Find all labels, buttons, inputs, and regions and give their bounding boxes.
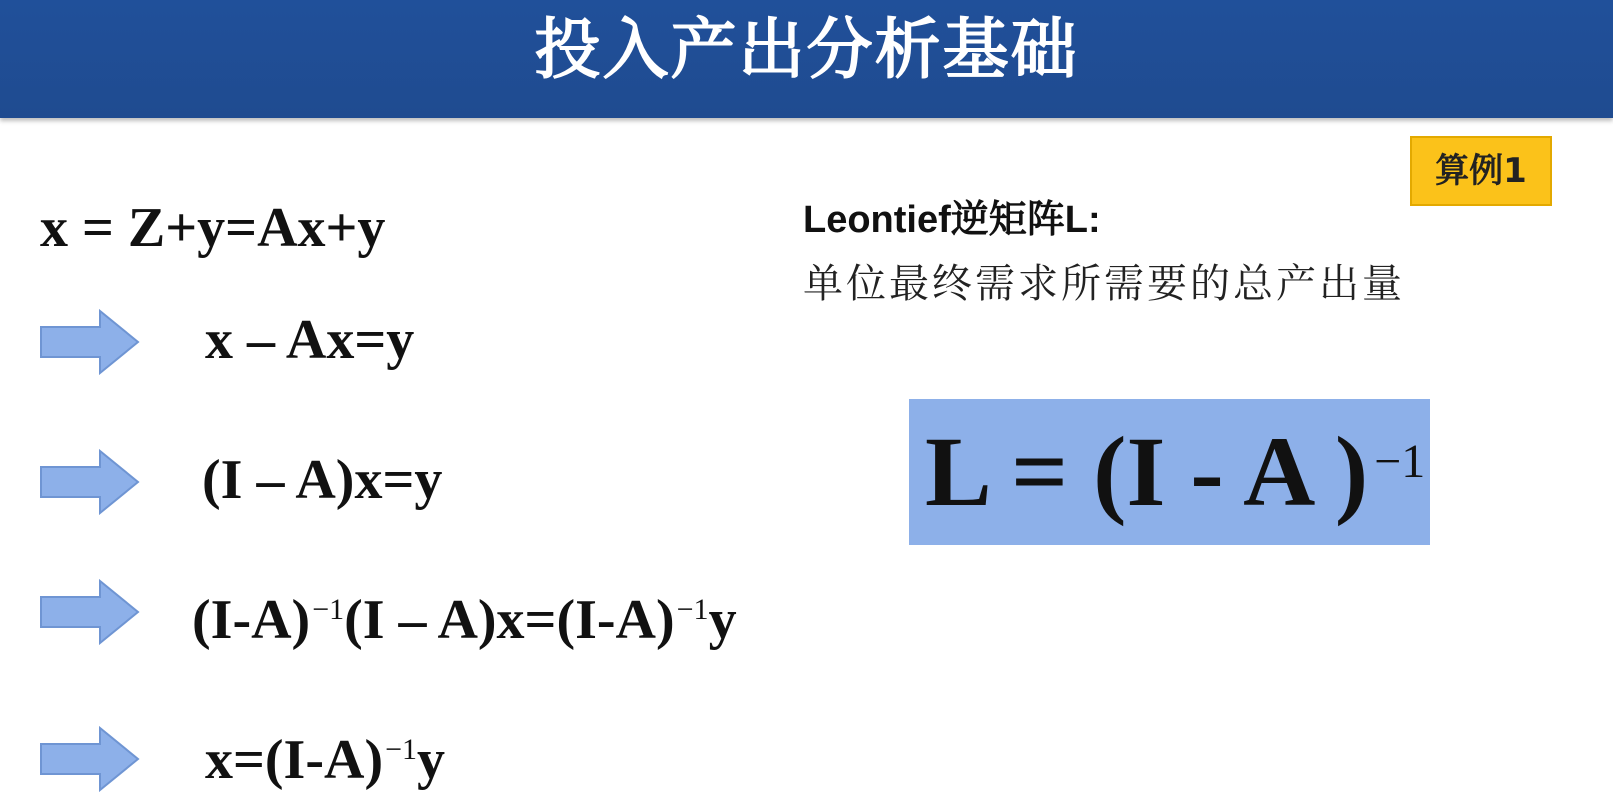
equation-4-part-b: (I – A)x=(I-A) (344, 589, 675, 651)
right-arrow-icon (40, 579, 140, 645)
equation-4-part-c: y (708, 589, 737, 651)
equation-2: x – Ax=y (205, 309, 415, 371)
equation-5-part-b: y (417, 729, 446, 791)
equation-4-exponent-1: −1 (312, 593, 345, 626)
equation-4-part-a: (I-A) (192, 589, 311, 651)
equation-5-exponent: −1 (385, 733, 418, 766)
slide-header (0, 0, 1613, 118)
leontief-formula-main: L = (I - A ) (925, 416, 1369, 527)
leontief-title: Leontief逆矩阵L: (803, 199, 1101, 241)
equation-4 (192, 588, 737, 652)
right-arrow-icon (40, 309, 140, 375)
example-badge: 算例1 (1410, 136, 1552, 206)
right-arrow-icon (40, 726, 140, 792)
equation-3: (I – A)x=y (202, 449, 443, 511)
leontief-formula (925, 412, 1425, 532)
equation-1: x = Z+y=Ax+y (40, 197, 386, 259)
slide-title: 投入产出分析基础 (534, 11, 1079, 88)
leontief-description: 单位最终需求所需要的总产出量 (803, 261, 1405, 307)
equation-5 (205, 728, 445, 792)
leontief-formula-exponent: −1 (1374, 435, 1426, 488)
right-arrow-icon (40, 449, 140, 515)
equation-5-part-a: x=(I-A) (205, 729, 384, 791)
equation-4-exponent-2: −1 (676, 593, 709, 626)
